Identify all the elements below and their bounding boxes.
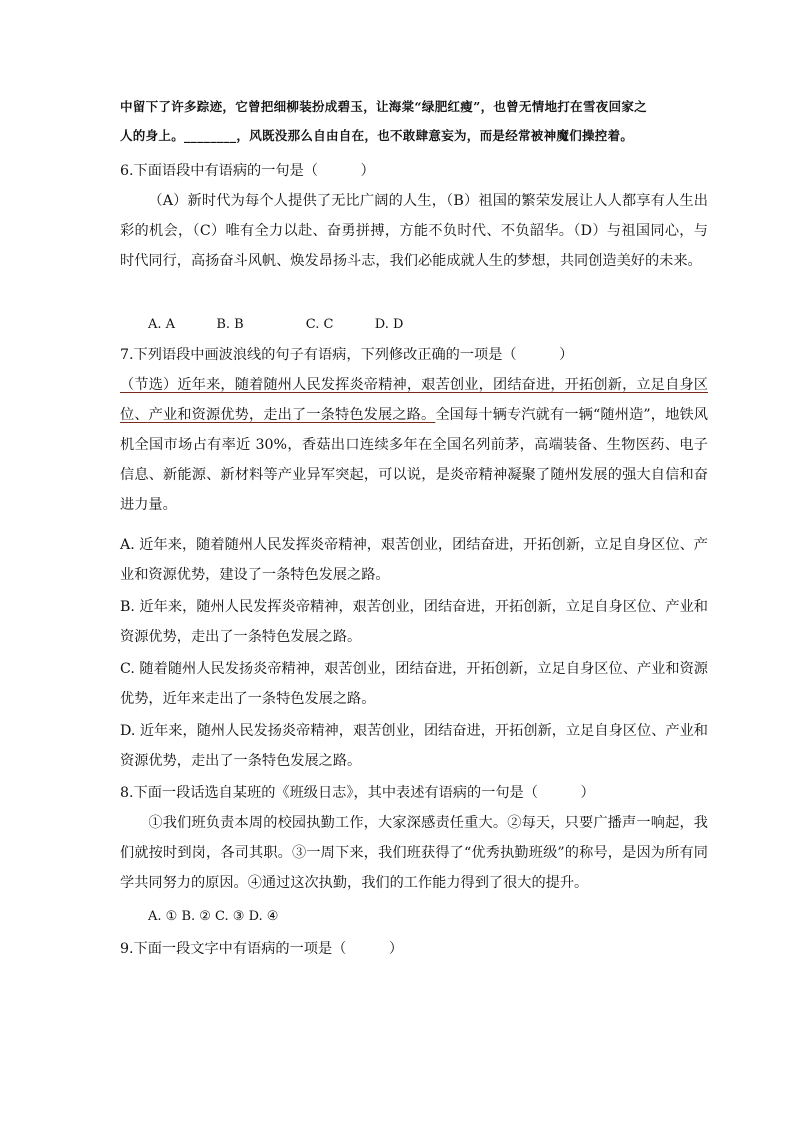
question-6-stem: 6.下面语段中有语病的一句是（ ） [120, 163, 375, 179]
question-8-stem: 8.下面一段话选自某班的《班级日志》，其中表述有语病的一句是（ ） [120, 785, 595, 801]
question-8-options: A. ① B. ② C. ③ D. ④ [148, 909, 279, 924]
fragment-line-2: 人的身上。________，风既没那么自由自在，也不敢肆意妄为，而是经常被神魔们操控着。 [120, 128, 634, 143]
question-6-passage: （A）新时代为每个人提供了无比广阔的人生，（B）祖国的繁荣发展让人人都享有人生出彩的机会，（C）唯有全力以赴、奋勇拼搏，方能不负时代、不负韶华。（D）与祖国同心，与时代同行，高扬奋斗风帆、焕发昂扬斗志，我们必能成就人生的梦想，共同创造美好的未来。 [120, 193, 708, 269]
question-7-option-c: C. 随着随州人民发扬炎帝精神，艰苦创业，团结奋进，开拓创新，立足自身区位、产业和资源优势，近年来走出了一条特色发展之路。 [120, 661, 708, 707]
fragment-text [120, 92, 708, 150]
question-7-option-d: D. 近年来，随州人民发扬炎帝精神，艰苦创业，团结奋进，开拓创新，立足自身区位、产业和资源优势，走出了一条特色发展之路。 [120, 723, 708, 769]
fragment-line-1: 中留下了许多踪迹，它曾把细柳装扮成碧玉，让海棠“绿肥红瘦”，也曾无情地打在雪夜回家之 [120, 99, 647, 114]
wavy-underlined-sentence: （节选）近年来，随着随州人民发挥炎帝精神，艰苦创业，团结奋进，开拓创新，立足自身区位、产业和资源优势，走出了一条特色发展之路。 [120, 377, 708, 423]
question-8-passage: ①我们班负责本周的校园执勤工作，大家深感责任重大。②每天，只要广播声一响起，我们就按时到岗，各司其职。③一周下来，我们班获得了“优秀执勤班级”的称号，是因为所有同学共同努力的原因。④通过这次执勤，我们的工作能力得到了很大的提升。 [120, 815, 708, 891]
question-6-options: A. A B. B C. C D. D [148, 317, 404, 332]
question-7-passage [120, 370, 708, 520]
question-7-option-a: A. 近年来，随着随州人民发挥炎帝精神，艰苦创业，团结奋进，开拓创新，立足自身区位、产业和资源优势，建设了一条特色发展之路。 [120, 537, 708, 583]
question-7-option-b: B. 近年来，随州人民发挥炎帝精神，艰苦创业，团结奋进，开拓创新，立足自身区位、产业和资源优势，走出了一条特色发展之路。 [120, 599, 708, 645]
question-9-stem: 9.下面一段文字中有语病的一项是（ ） [120, 941, 404, 957]
question-7-passage-rest: 全国每十辆专汽就有一辆“随州造”，地铁风机全国市场占有率近 30%，香菇出口连续多年在全国名列前茅，高端装备、生物医药、电子信息、新能源、新材料等产业异军突起，可以说，是炎帝精神凝聚了随州发展的强大自信和奋进力量。 [120, 407, 708, 513]
question-7-stem: 7.下列语段中画波浪线的句子有语病，下列修改正确的一项是（ ） [120, 347, 574, 363]
